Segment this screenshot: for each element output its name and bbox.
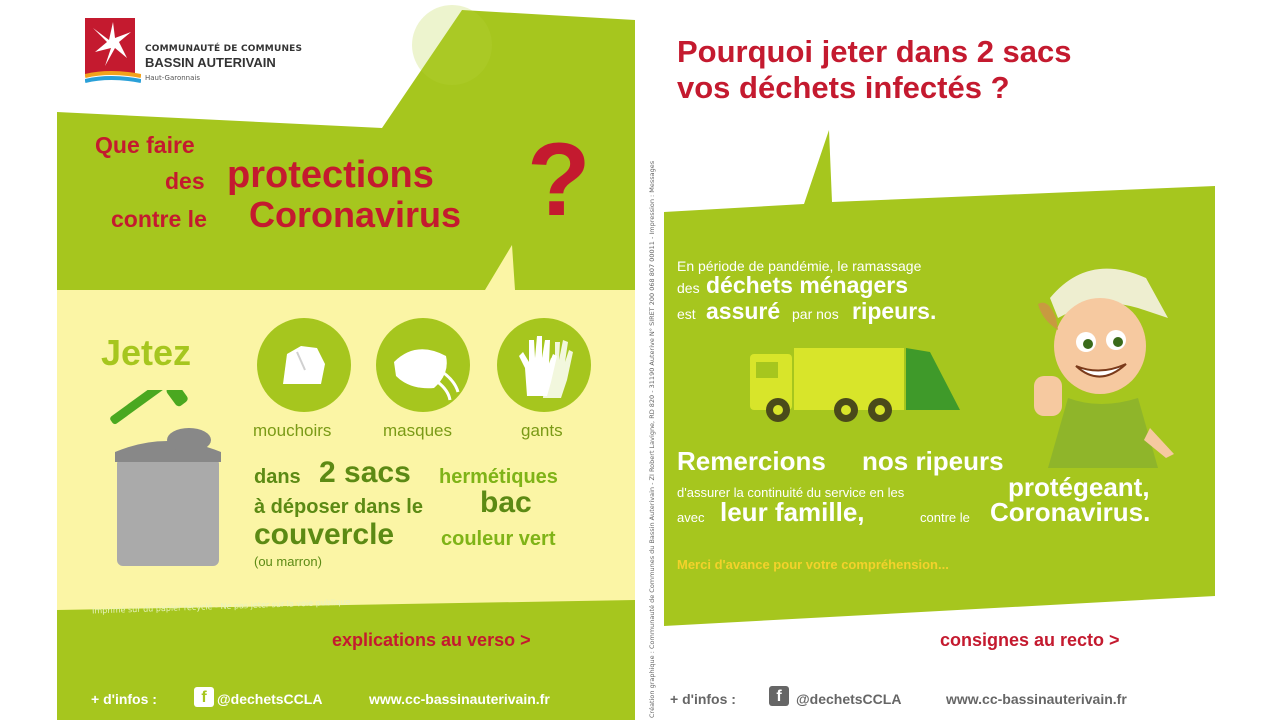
para2-line3c: contre le bbox=[920, 510, 970, 525]
para1-line2b: déchets ménagers bbox=[706, 272, 908, 298]
instr-d1: (ou marron) bbox=[254, 554, 322, 569]
mouchoirs-label: mouchoirs bbox=[253, 421, 332, 440]
para2-line1b: nos ripeurs bbox=[862, 446, 1004, 476]
merci-text: Merci d'avance pour votre compréhension... bbox=[677, 557, 949, 572]
right-flyer bbox=[640, 0, 1240, 720]
right-website-link[interactable]: www.cc-bassinauterivain.fr bbox=[946, 691, 1127, 707]
vertical-credit: Création graphique : Communauté de Communes du Bassin Auterivain - ZI Robert Lavigne, RD 820 - 31190 Auterive N° SIRET 200 068 807 00011 - Impression : Messages bbox=[648, 160, 656, 718]
para2-line3a: avec bbox=[677, 510, 705, 525]
para2-line3d: Coronavirus. bbox=[990, 497, 1151, 527]
left-flyer bbox=[57, 0, 635, 720]
gants-label: gants bbox=[521, 421, 563, 440]
title-part3: protections bbox=[227, 154, 434, 196]
instr-a2: 2 sacs bbox=[319, 456, 411, 489]
para2-line3b: leur famille, bbox=[720, 497, 865, 527]
para1-line2a: des bbox=[677, 280, 700, 296]
masques-label: masques bbox=[383, 421, 452, 440]
gants-circle bbox=[497, 318, 591, 412]
explications-link[interactable]: explications au verso > bbox=[332, 630, 531, 650]
jetez-label: Jetez bbox=[101, 332, 192, 373]
title-part1: Que faire bbox=[95, 132, 195, 158]
para1-line3a: est bbox=[677, 306, 696, 322]
instr-c1: couvercle bbox=[254, 518, 395, 551]
para1-line3c: par nos bbox=[792, 306, 839, 322]
para2-line2b: protégeant, bbox=[1008, 472, 1150, 502]
question-mark: ? bbox=[527, 122, 591, 238]
instr-c2: couleur vert bbox=[441, 528, 556, 550]
right-title-line1: Pourquoi jeter dans 2 sacs bbox=[677, 34, 1072, 69]
gloves-icon bbox=[497, 318, 591, 412]
instr-b1: à déposer dans le bbox=[254, 496, 423, 518]
facebook-handle[interactable]: @dechetsCCLA bbox=[217, 691, 323, 707]
recycle-note: Imprimé sur du papier recyclé - Ne pas jeter sur la voie publique bbox=[91, 597, 351, 616]
right-facebook-icon[interactable]: f bbox=[769, 686, 789, 706]
title-part2: des bbox=[165, 168, 205, 194]
bin-icon bbox=[109, 390, 239, 580]
right-title-line2: vos déchets infectés ? bbox=[677, 70, 1010, 105]
tissue-icon bbox=[257, 318, 351, 412]
para2-line2a: d'assurer la continuité du service en les bbox=[677, 485, 905, 500]
title-part4: contre le bbox=[111, 206, 207, 232]
mask-icon bbox=[376, 318, 470, 412]
para1-line3d: ripeurs. bbox=[852, 298, 937, 324]
consignes-link[interactable]: consignes au recto > bbox=[940, 630, 1120, 650]
facebook-icon[interactable]: f bbox=[194, 687, 214, 707]
instr-a1: dans bbox=[254, 466, 301, 488]
logo-line2: BASSIN AUTERIVAIN bbox=[145, 55, 276, 70]
instr-b2: bac bbox=[480, 486, 532, 519]
para1-line3b: assuré bbox=[706, 298, 781, 324]
para2-line1a: Remercions bbox=[677, 446, 826, 476]
title-part5: Coronavirus bbox=[249, 194, 462, 235]
right-infos-label: + d'infos : bbox=[670, 691, 736, 707]
para1-line1: En période de pandémie, le ramassage bbox=[677, 258, 922, 274]
website-link[interactable]: www.cc-bassinauterivain.fr bbox=[369, 691, 550, 707]
logo-line3: Haut-Garonnais bbox=[145, 74, 200, 82]
instr-a3: hermétiques bbox=[439, 466, 558, 488]
logo-line1: COMMUNAUTÉ DE COMMUNES bbox=[145, 44, 303, 54]
right-facebook-handle[interactable]: @dechetsCCLA bbox=[796, 691, 902, 707]
garbage-truck-icon bbox=[750, 344, 965, 429]
infos-label: + d'infos : bbox=[91, 691, 157, 707]
masques-circle bbox=[376, 318, 470, 412]
mouchoirs-circle bbox=[257, 318, 351, 412]
ripeur-character-icon bbox=[1028, 258, 1178, 468]
